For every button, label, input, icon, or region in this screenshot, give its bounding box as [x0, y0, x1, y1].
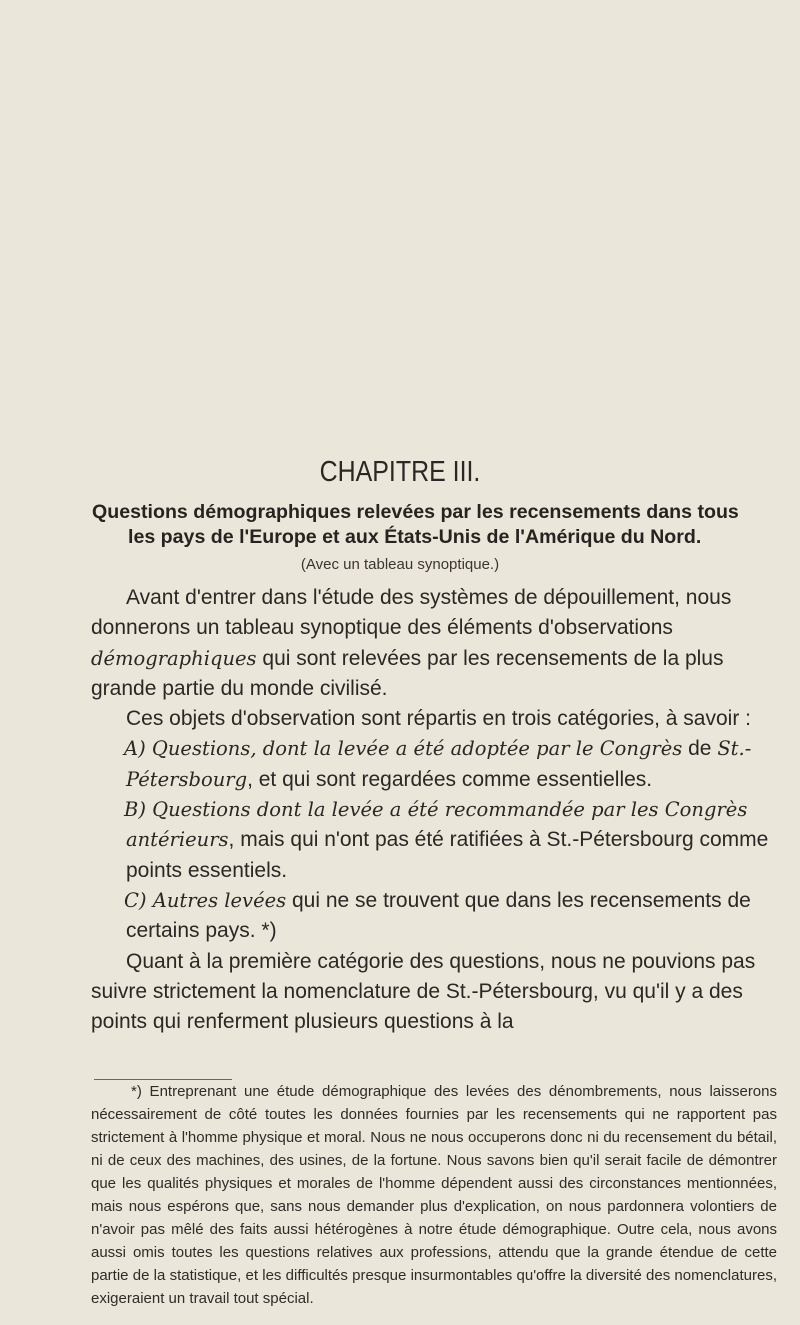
text-run: , mais qui n'ont pas été ratifiées à St.-Pétersbourg comme points essentiels.	[126, 828, 769, 882]
title-line-1: Questions démographiques relevées par les recensements dans tous	[92, 501, 739, 523]
text-run: Avant d'entrer dans l'étude des systèmes de dépouillement, nous donnerons un tableau synoptique des éléments d'observations	[91, 586, 732, 640]
title-line-2: les pays de l'Europe et aux États-Unis de l'Amérique du Nord.	[128, 526, 702, 548]
text-run-italic: B)	[124, 798, 153, 822]
text-run: de	[682, 737, 718, 761]
text-run-italic: C)	[124, 888, 153, 912]
text-run-italic: démographiques	[91, 646, 257, 670]
text-run: qui ne se trouvent que dans les recensements de certains pays. *)	[126, 888, 751, 943]
text-run: , et qui sont regardées comme essentielles.	[247, 767, 653, 791]
text-run-italic: St.-Pétersbourg	[126, 737, 752, 791]
chapter-heading: CHAPITRE III.	[319, 456, 481, 488]
footnote-text: *) Entreprenant une étude démographique des levées des dénombrements, nous laisserons nécessairement de côté toutes les données fournies par les recensements qui ne rapportent pas strictement à l'homme physique et moral. Nous ne nous occuperons donc ni du recensement du bétail, ni de ceux des machines, des usines, de la fortune. Nous savons bien qu'il serait facile de démontrer que les qualités physiques et morales de l'homme dépendent aussi des circonstances mentionnées, mais nous espérons que, sans nous demander plus d'explication, on nous pardonnera volontiers de n'avoir pas mêlé des faits aussi hétérogènes à notre étude démographique. Outre cela, nous avons aussi omis toutes les questions relatives aux professions, attendu que la grande étendue de cette partie de la statistique, et les difficultés presque insurmontables qu'offre la diversité des nomenclatures, exigeraient un travail tout spécial.	[91, 1083, 777, 1307]
text-run: qui sont relevées par les recensements de la plus grande partie du monde civilisé.	[91, 646, 724, 700]
paragraph-categories: Ces objets d'observation sont répartis en trois catégories, à savoir :	[126, 707, 751, 731]
chapter-title	[92, 500, 768, 550]
paragraph-intro	[91, 583, 771, 704]
body-text	[91, 583, 771, 1037]
category-a	[91, 734, 771, 795]
category-c	[91, 886, 771, 947]
text-run-italic: A)	[124, 737, 152, 761]
paragraph-nomenclature: Quant à la première catégorie des questions, nous ne pouvions pas suivre strictement la nomenclature de St.-Pétersbourg, vu qu'il y a des points qui renferment plusieurs questions à la	[91, 949, 756, 1034]
text-run-italic: Questions, dont la levée a été adoptée par le Congrès	[151, 737, 683, 761]
footnote	[91, 1080, 777, 1310]
text-run-italic: Questions dont la levée a été recommandée par les Congrès antérieurs	[126, 798, 748, 852]
category-b	[91, 795, 771, 886]
chapter-subtitle: (Avec un tableau synoptique.)	[300, 556, 500, 573]
text-run-italic: Autres levées	[152, 888, 287, 912]
